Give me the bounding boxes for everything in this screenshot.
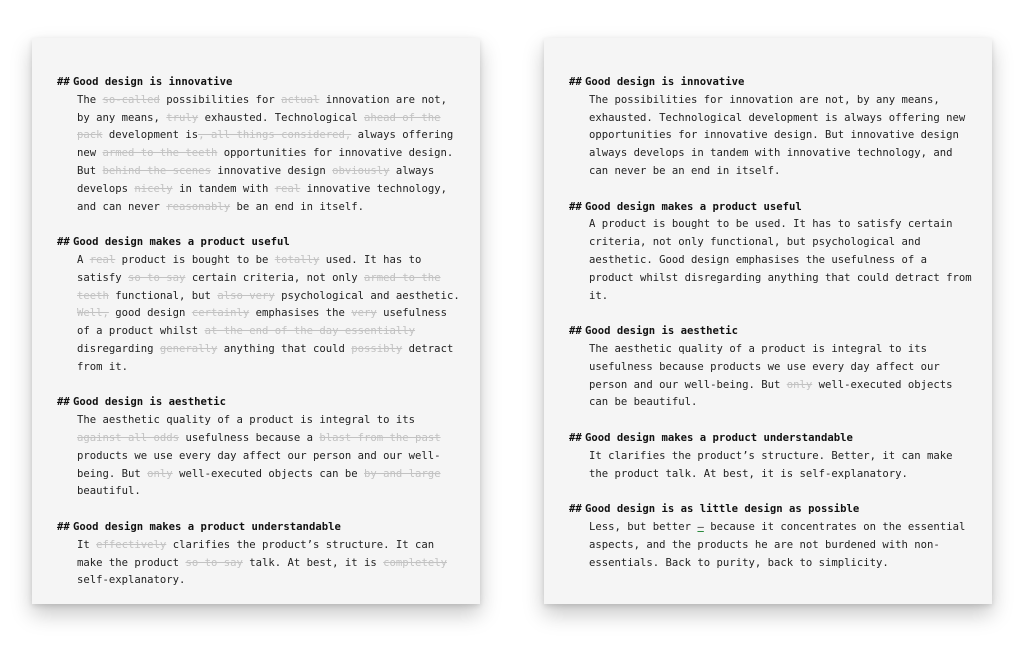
section-heading[interactable]	[569, 323, 972, 341]
paragraph[interactable]	[569, 448, 972, 484]
document-page-original[interactable]	[32, 38, 480, 604]
text-run: usefulness of a product whilst	[77, 307, 447, 338]
heading-marker: ##	[57, 76, 70, 88]
text-run: opportunities for innovative design. But	[77, 147, 454, 177]
heading-marker: ##	[57, 236, 70, 249]
struck-word: at the end of the day essentially	[204, 325, 416, 338]
struck-word: completely	[383, 556, 447, 569]
text-run: product is bought to be	[115, 253, 275, 266]
struck-word: armed to the teeth	[102, 147, 218, 160]
text-run: clarifies the product’s structure. It can make the product	[77, 538, 435, 569]
text-run: development is	[102, 129, 199, 142]
paragraph[interactable]	[569, 92, 972, 181]
text-run: be an end in itself.	[230, 200, 365, 213]
section-heading[interactable]	[569, 430, 972, 448]
struck-word: nicely	[134, 182, 173, 195]
text-run: self-explanatory.	[77, 574, 186, 587]
struck-word: so-called	[102, 93, 160, 106]
text-run: detract from it.	[77, 342, 454, 373]
text-section	[57, 394, 460, 501]
heading-text: Good design is aesthetic	[72, 396, 227, 409]
text-run: talk. At best, it is	[242, 556, 384, 569]
struck-word: certainly	[191, 307, 250, 320]
struck-word: ahead of the pack	[77, 111, 441, 142]
text-run: innovation are not, by any means,	[77, 93, 447, 124]
text-run: A	[77, 253, 90, 266]
text-section	[57, 74, 460, 216]
text-run: anything that could	[217, 342, 352, 355]
text-run: functional, but	[108, 289, 218, 302]
text-section	[569, 501, 972, 572]
heading-text: Good design is innovative	[584, 76, 745, 88]
marked-dash: –	[697, 520, 704, 533]
text-run: It clarifies the product’s structure. Better, it can make the product talk. At best, it is self-explanatory.	[589, 449, 953, 480]
text-run: certain criteria, not only	[185, 271, 365, 284]
text-run: emphasises the	[249, 307, 352, 320]
heading-marker: ##	[569, 325, 582, 338]
heading-text: Good design is aesthetic	[584, 325, 739, 338]
text-run: always offering new	[77, 129, 454, 160]
document-page-edited[interactable]	[544, 38, 992, 604]
text-section	[569, 74, 972, 181]
text-run: well-executed objects can be beautiful.	[589, 378, 953, 409]
text-section	[57, 519, 460, 590]
heading-marker: ##	[57, 520, 70, 533]
text-run: innovative design	[210, 164, 333, 177]
struck-word: generally	[159, 342, 218, 355]
text-run: good design	[108, 307, 192, 320]
struck-word: behind the scenes	[102, 164, 211, 177]
text-run: The aesthetic quality of a product is integral to its usefulness because products we use every day affect our person and our well-being. But	[589, 342, 940, 391]
heading-text: Good design makes a product useful	[584, 200, 802, 213]
struck-word: effectively	[96, 538, 167, 551]
section-heading[interactable]	[569, 74, 972, 92]
text-run: possibilities for	[159, 93, 282, 106]
text-run: The possibilities for innovation are not, by any means, exhausted. Technological development is always offering new opportunities for innovative design. But innovative design always develops in tandem with innovative technology, and can never be an end in itself.	[589, 93, 966, 177]
text-section	[569, 430, 972, 483]
text-run: usefulness because a	[179, 431, 320, 444]
struck-word: possibly	[351, 342, 403, 355]
paragraph[interactable]	[57, 252, 460, 377]
paragraph[interactable]	[569, 216, 972, 305]
struck-word: truly	[166, 111, 199, 124]
struck-word: so to say	[128, 271, 186, 284]
section-heading[interactable]	[57, 519, 460, 537]
heading-text: Good design makes a product understandable	[584, 431, 853, 444]
text-run: It	[77, 538, 97, 551]
section-heading[interactable]	[57, 74, 460, 92]
text-section	[569, 323, 972, 412]
paragraph[interactable]	[569, 519, 972, 572]
struck-word: totally	[274, 253, 320, 266]
text-run: beautiful.	[77, 485, 141, 498]
text-run: A product is bought to be used. It has to satisfy certain criteria, not only functional, but psychological and aesthetic. Good design emphasises the usefulness of a product whilst disregarding anything that could detract from it.	[589, 218, 972, 302]
section-heading[interactable]	[57, 394, 460, 412]
struck-word: reasonably	[166, 200, 231, 213]
text-section	[569, 199, 972, 306]
text-run: products we use every day affect our person and our well-being. But	[77, 449, 441, 480]
struck-word: so to say	[185, 556, 243, 569]
text-run: because it concentrates on the essential aspects, and the products he are not burdened with non-essentials. Back to purity, back to simplicity.	[589, 520, 966, 569]
paragraph[interactable]	[569, 341, 972, 412]
text-run: in tandem with	[172, 182, 275, 195]
struck-word: by and large	[364, 467, 441, 480]
struck-word: against all odds	[77, 431, 180, 444]
section-heading[interactable]	[569, 199, 972, 217]
heading-marker: ##	[569, 431, 582, 444]
struck-word: only	[786, 378, 813, 391]
text-run: always develops	[77, 164, 435, 195]
struck-word: real	[89, 253, 116, 266]
section-heading[interactable]	[569, 501, 972, 519]
section-heading[interactable]	[57, 234, 460, 252]
heading-marker: ##	[57, 396, 70, 409]
heading-text: Good design is innovative	[72, 76, 233, 88]
paragraph[interactable]	[57, 537, 460, 590]
heading-text: Good design makes a product understandable	[72, 520, 341, 533]
struck-word: obviously	[332, 164, 390, 177]
paragraph[interactable]	[57, 92, 460, 217]
heading-marker: ##	[569, 503, 582, 516]
text-section	[57, 234, 460, 376]
text-run: psychological and aesthetic.	[274, 289, 460, 302]
text-run: well-executed objects can be	[172, 467, 365, 480]
struck-word: blast from the past	[319, 431, 441, 444]
struck-word: actual	[281, 93, 320, 106]
text-run: exhausted. Technological	[198, 111, 365, 124]
struck-word: Well,	[77, 307, 109, 320]
heading-text: Good design is as little design as possible	[584, 503, 860, 516]
heading-marker: ##	[569, 76, 582, 88]
paragraph[interactable]	[57, 412, 460, 501]
struck-word: very	[351, 307, 377, 320]
struck-word: real	[274, 182, 301, 195]
struck-word: also very	[217, 289, 275, 302]
text-run: used. It has to satisfy	[77, 253, 422, 284]
struck-word: armed to the teeth	[77, 271, 441, 302]
text-run: disregarding	[77, 342, 160, 355]
struck-word: only	[147, 467, 173, 480]
struck-word: , all things considered,	[198, 129, 352, 142]
text-run: Less, but better	[589, 520, 698, 533]
heading-text: Good design makes a product useful	[72, 236, 290, 249]
text-run: The aesthetic quality of a product is integral to its	[77, 414, 416, 427]
heading-marker: ##	[569, 200, 582, 213]
text-run: innovative technology, and can never	[77, 182, 447, 213]
text-run: The	[77, 93, 103, 106]
